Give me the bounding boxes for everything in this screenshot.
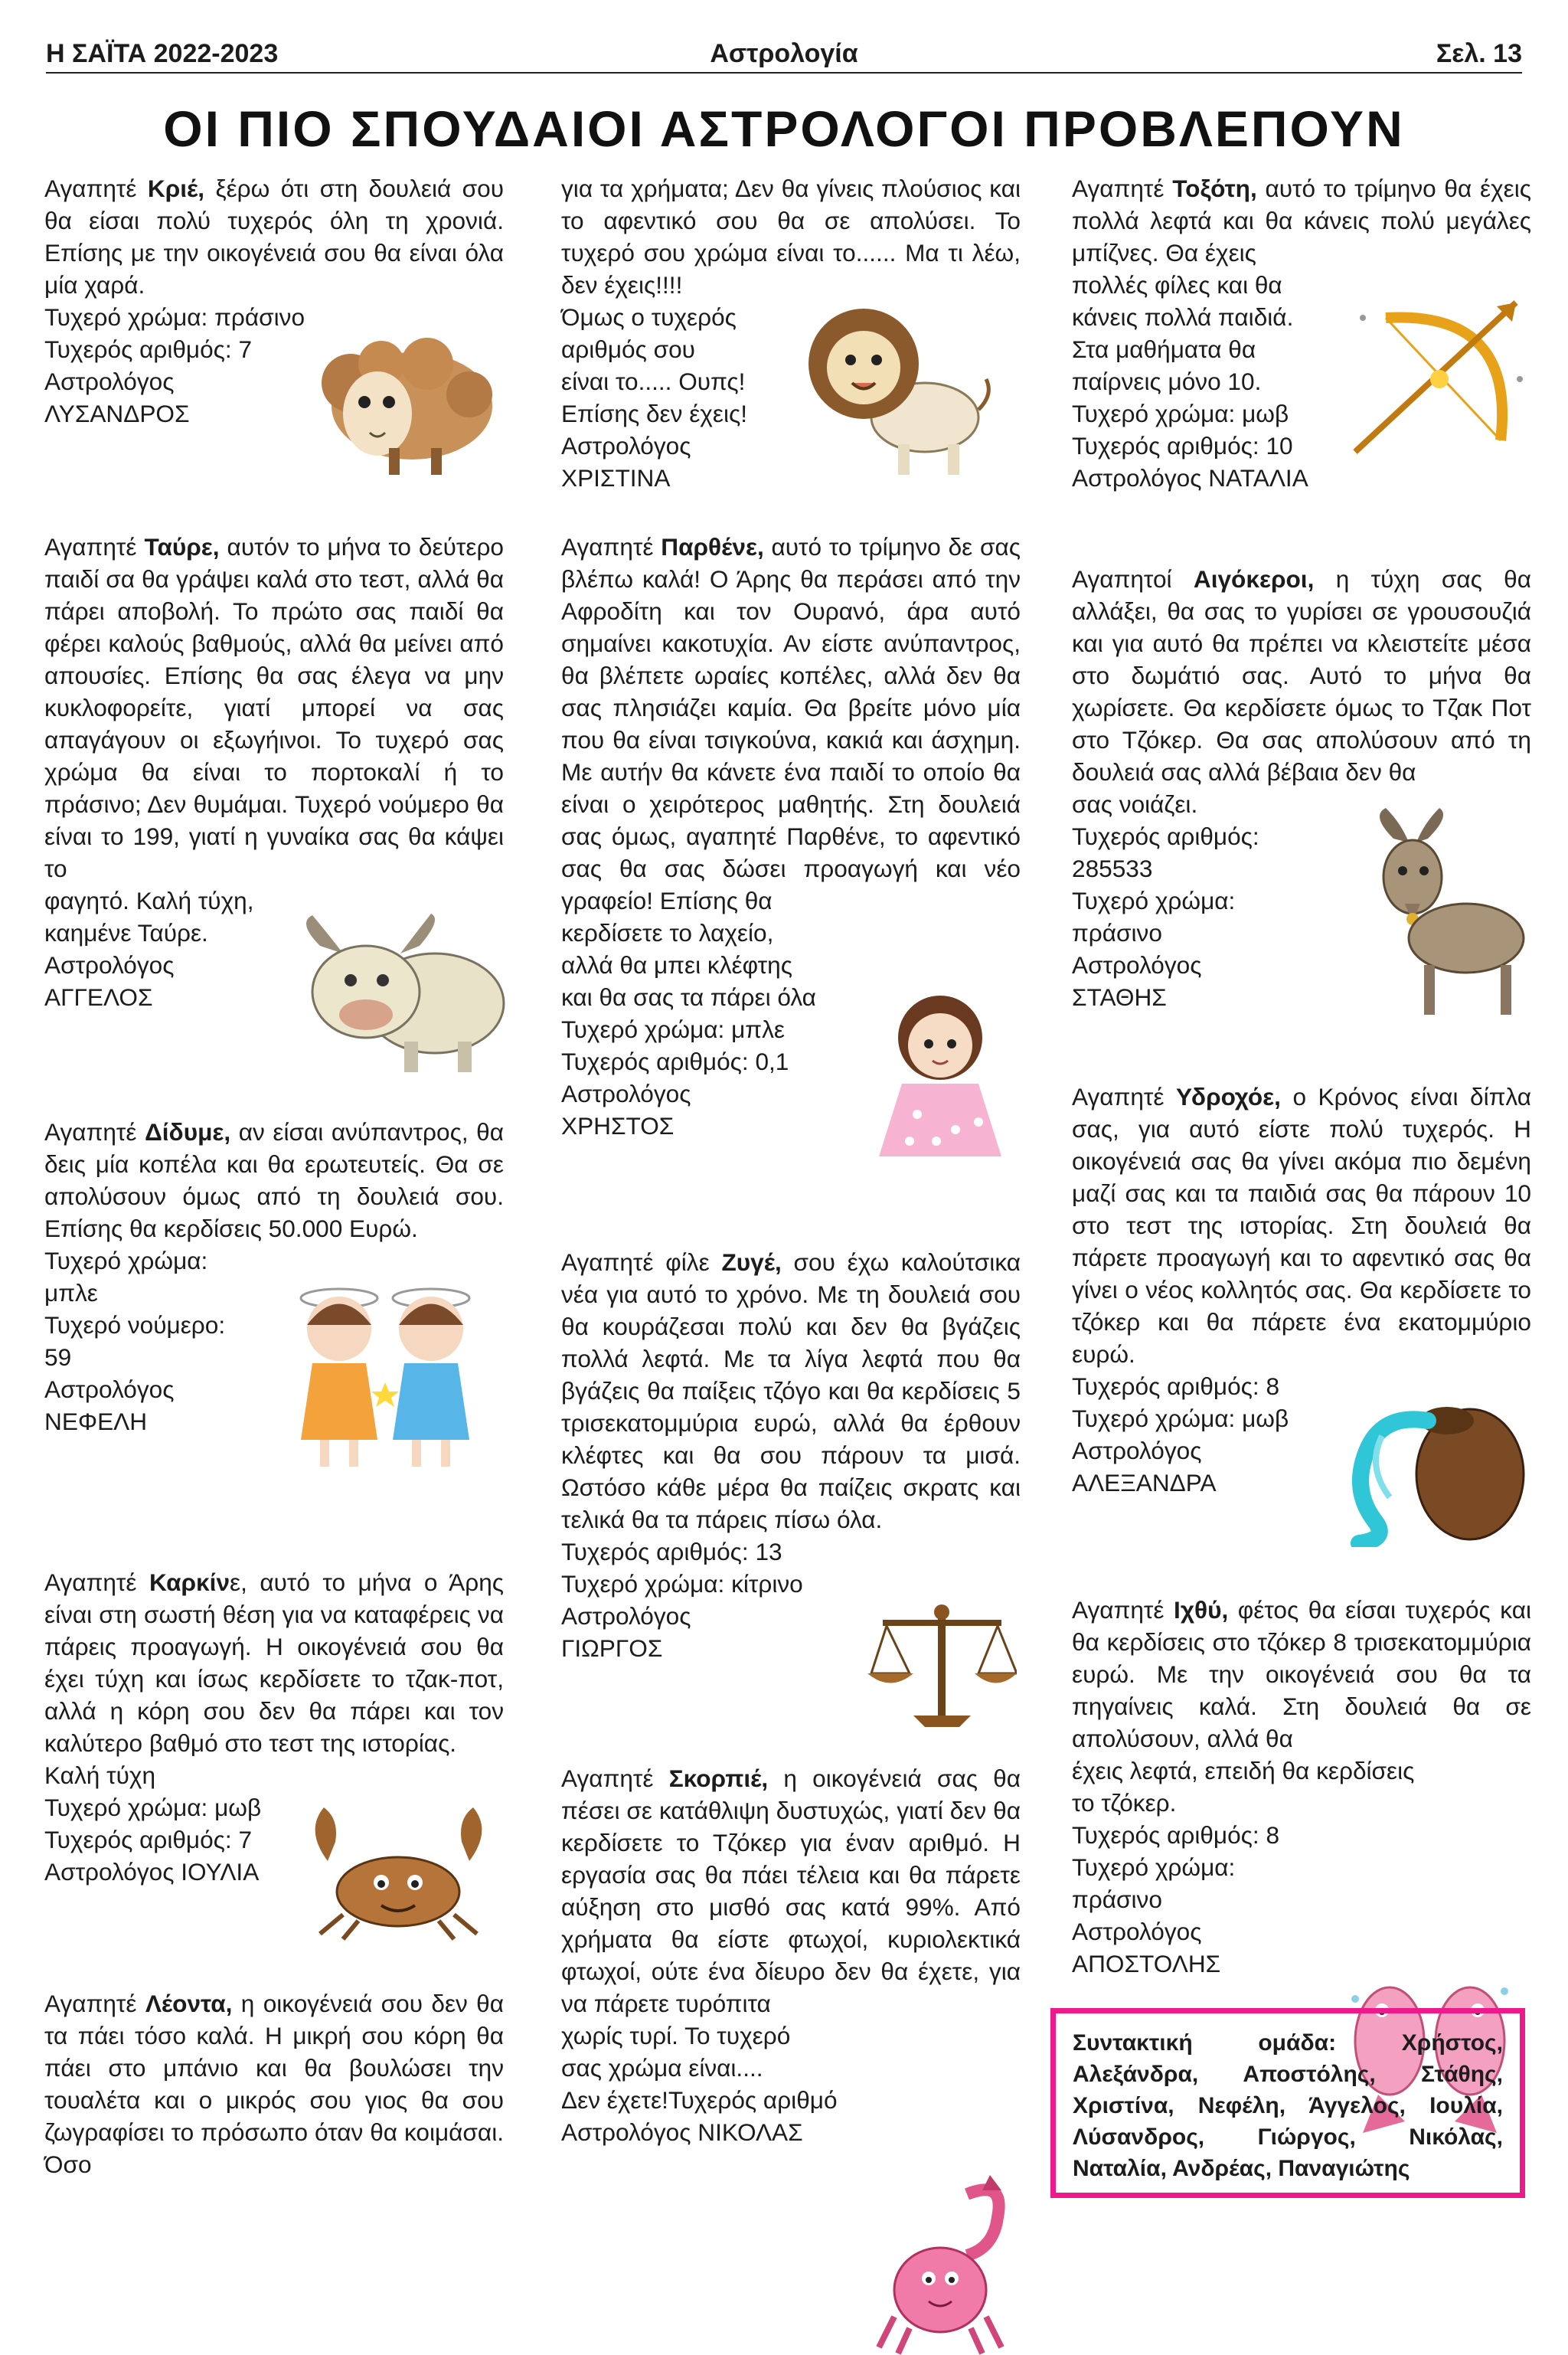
entry-capricorn: Αγαπητοί Αιγόκεροι, η τύχη σας θα αλλάξει, θα σας το γυρίσει σε γρουσουζιά και για αυτό θα πρέπει να κλειστείτε μέσα στο δωμάτιό σας. Αυτό το μήνα θα χωρίσετε. Θα κερδίσετε όμως το Τζακ Ποτ στο Τζόκερ. Θα σας απολύσουν από τη δουλειά σας αλλά βέβαια δεν θα σας νοιάζει. Τυχερός αριθμός: 285533 Τυχερό χρώμα: πράσινο Αστρολόγος ΣΤΑΘΗΣ (1072, 565, 1531, 1011)
editorial-team-box: Συντακτική ομάδα: Χρήστος, Αλεξάνδρα, Αποστόλης, Στάθης, Χριστίνα, Νεφέλη, Άγγελος, Ιουλία, Λύσανδρος, Γιώργος, Νικόλας, Ναταλία, Ανδρέας, Παναγιώτης (1050, 2008, 1525, 2198)
bull-icon (289, 908, 511, 1084)
scorpion-icon (875, 2164, 1017, 2355)
entry-taurus: Αγαπητέ Ταύρε, αυτόν το μήνα το δεύτερο παιδί σα θα γράψει καλά στο τεστ, αλλά θα πάρει αποβολή. Το πρώτο σας παιδί θα φέρει καλούς βαθμούς, αλλά θα μείνει από απουσίες. Επίσης θα σας έλεγα να μην κυκλοφορείτε, γιατί μπορεί να σας απαγάγουν οι εξωγήινοι. Το τυχερό σας χρώμα θα είναι το πορτοκαλί ή το πράσινο; Δεν θυμάμαι. Τυχερό νούμερο θα είναι το 199, γιατί η γυναίκα σας θα κάψει το φαγητό. Καλή τύχη, καημένε Ταύρε. Αστρολόγος ΑΓΓΕΛΟΣ (44, 533, 504, 1011)
page-header (46, 38, 1522, 74)
entry-aquarius: Αγαπητέ Υδροχόε, ο Κρόνος είναι δίπλα σας, για αυτό είστε πολύ τυχερός. Η οικογένειά σας θα γίνει ακόμα πιο δεμένη μαζί σας και τα παιδιά σας θα πάρουν 10 στο τεστ της ιστορίας. Στη δουλειά θα πάρετε προαγωγή και το αφεντικό σας θα γίνει ο νέος κολλητός σας. Θα κερδίσετε το τζόκερ και θα πάρετε ένα εκατομμύριο ευρώ. Τυχερός αριθμός: 8 Τυχερό χρώμα: μωβ Αστρολόγος ΑΛΕΞΑΝΔΡΑ (1072, 1083, 1531, 1496)
section-title: Αστρολογία (710, 39, 858, 68)
entry-pisces: Αγαπητέ Ιχθύ, φέτος θα είσαι τυχερός και θα κερδίσεις στο τζόκερ 8 τρισεκατομμύρια ευρώ. Με την οικογένειά σου θα τα πηγαίνεις καλά. Στη δουλειά θα σε απολύσουν, αλλά θα έχεις λεφτά, επειδή θα κερδίσεις το τζόκερ. Τυχερός αριθμός: 8 Τυχερό χρώμα: πράσινο Αστρολόγος ΑΠΟΣΤΟΛΗΣ (1072, 1596, 1531, 1977)
entry-libra: Αγαπητέ φίλε Ζυγέ, σου έχω καλούτσικα νέα για αυτό το χρόνο. Με τη δουλειά σου θα κουράζεσαι πολύ και δεν θα βγάζεις πολλά λεφτά. Με τα λίγα λεφτά που θα βγάζεις θα παίξεις τζόγο και θα κερδίσεις 5 τρισεκατομμύρια ευρώ, αλλά θα έρθουν κλέφτες και θα σου πάρουν τα μισά. Ωστόσο κάθε μέρα θα παίζεις σκρατς και τελικά θα τα πάρεις πίσω όλα. Τυχερός αριθμός: 13 Τυχερό χρώμα: κίτρινο Αστρολόγος ΓΙΩΡΓΟΣ (561, 1248, 1021, 1662)
archer-bow-icon (1340, 287, 1531, 463)
entry-virgo: Αγαπητέ Παρθένε, αυτό το τρίμηνο δε σας βλέπω καλά! Ο Άρης θα περάσει από την Αφροδίτη και τον Ουρανό, άρα αυτό σημαίνει κακοτυχία. Αν είστε ανύπαντρος, θα βλέπετε ωραίες κοπέλες, αλλά δεν θα σας πλησιάζει καμία. Θα βρείτε μόνο μία που θα είναι τσιγκούνα, κακιά και άσχημη. Με αυτήν θα κάνετε ένα παιδί το οποίο θα είναι ο χειρότερος μαθητής. Στη δουλειά σας όμως, αγαπητέ Παρθένε, το αφεντικό σας θα σας δώσει προαγωγή και νέο γραφείο! Επίσης θα κερδίσετε το λαχείο, αλλά θα μπει κλέφτης και θα σας τα πάρει όλα Τυχερό χρώμα: μπλε Τυχερός αριθμός: 0,1 Αστρολόγος ΧΡΗΣΤΟΣ (561, 533, 1021, 1140)
crab-icon (297, 1800, 500, 1941)
entry-gemini: Αγαπητέ Δίδυμε, αν είσαι ανύπαντρος, θα δεις μία κοπέλα και θα ερωτευτείς. Θα σε απολύσουν όμως από τη δουλειά σου. Επίσης θα κερδίσεις 50.000 Ευρώ. Τυχερό χρώμα: μπλε Τυχερό νούμερο: 59 Αστρολόγος ΝΕΦΕΛΗ (44, 1118, 504, 1435)
twins-icon (266, 1267, 504, 1474)
entry-leo-continued: για τα χρήματα; Δεν θα γίνεις πλούσιος και το αφεντικό σου θα σε απολύσει. Το τυχερό σου χρώμα είναι το...... Μα τι λέω, δεν έχεις!!!! Όμως ο τυχερός αριθμός σου είναι το..... Ουπς! Επίσης δεν έχεις! Αστρολόγος ΧΡΙΣΤΙΝΑ (561, 175, 1021, 492)
entry-sagittarius: Αγαπητέ Τοξότη, αυτό το τρίμηνο θα έχεις πολλά λεφτά και θα κάνεις πολύ μεγάλες μπίζνες. Θα έχεις πολλές φίλες και θα κάνεις πολλά παιδιά. Στα μαθήματα θα παίρνεις μόνο 10. Τυχερό χρώμα: μωβ Τυχερός αριθμός: 10 Αστρολόγος ΝΑΤΑΛΙΑ (1072, 175, 1531, 492)
scales-icon (867, 1601, 1017, 1731)
newspaper-name: Η ΣΑΪΤΑ 2022-2023 (46, 39, 279, 68)
entry-scorpio: Αγαπητέ Σκορπιέ, η οικογένειά σας θα πέσει σε κατάθλιψη δυστυχώς, γιατί δεν θα κερδίσετε το Τζόκερ για έναν αριθμό. Η εργασία σας θα πάει τέλεια και θα πάρετε αύξηση στο μισθό σας κατά 99%. Από χρήματα θα είστε φτωχοί, κυριολεκτικά φτωχοί, ούτε ένα δίευρο δεν θα έχετε, για να πάρετε τυρόπιτα χωρίς τυρί. Το τυχερό σας χρώμα είναι.... Δεν έχετε!Τυχερός αριθμό Αστρολόγος ΝΙΚΟΛΑΣ (561, 1765, 1021, 2146)
page-number: Σελ. 13 (1436, 39, 1522, 68)
lion-icon (799, 295, 994, 479)
aquarius-jar-icon (1336, 1390, 1531, 1547)
entry-leo: Αγαπητέ Λέοντα, η οικογένειά σου δεν θα τα πάει τόσο καλά. Η μικρή σου κόρη θα πάει στο μπάνιο και θα βουλώσει την τουαλέτα και ο μικρός σου γιος θα σου ζωγραφίσει το πρόσωπο όταν θα κοιμάσαι. Όσο (44, 1990, 504, 2178)
page-title: ΟΙ ΠΙΟ ΣΠΟΥΔΑΙΟΙ ΑΣΤΡΟΛΟΓΟΙ ΠΡΟΒΛΕΠΟΥΝ (163, 100, 1405, 157)
entry-cancer: Αγαπητέ Καρκίνε, αυτό το μήνα ο Άρης είναι στη σωστή θέση για να καταφέρεις να πάρεις προαγωγή. Η οικογένειά σου θα έχει τύχη και ίσως κερδίσετε το τζακ-ποτ, αλλά η κόρη σου δεν θα πάρει και τον καλύτερο βαθμό στο τεστ της ιστορίας. Καλή τύχη Τυχερό χρώμα: μωβ Τυχερός αριθμός: 7 Αστρολόγος ΙΟΥΛΙΑ (44, 1568, 504, 1886)
goat-icon (1355, 808, 1531, 1022)
virgo-girl-icon (864, 984, 1017, 1164)
ram-icon (297, 322, 496, 479)
entry-aries: Αγαπητέ Κριέ, ξέρω ότι στη δουλειά σου θα είσαι πολύ τυχερός όλη τη χρονιά. Επίσης με την οικογένειά σου θα είναι όλα μία χαρά. Τυχερό χρώμα: πράσινο Τυχερός αριθμός: 7 Αστρολόγος ΛΥΣΑΝΔΡΟΣ (44, 175, 504, 427)
